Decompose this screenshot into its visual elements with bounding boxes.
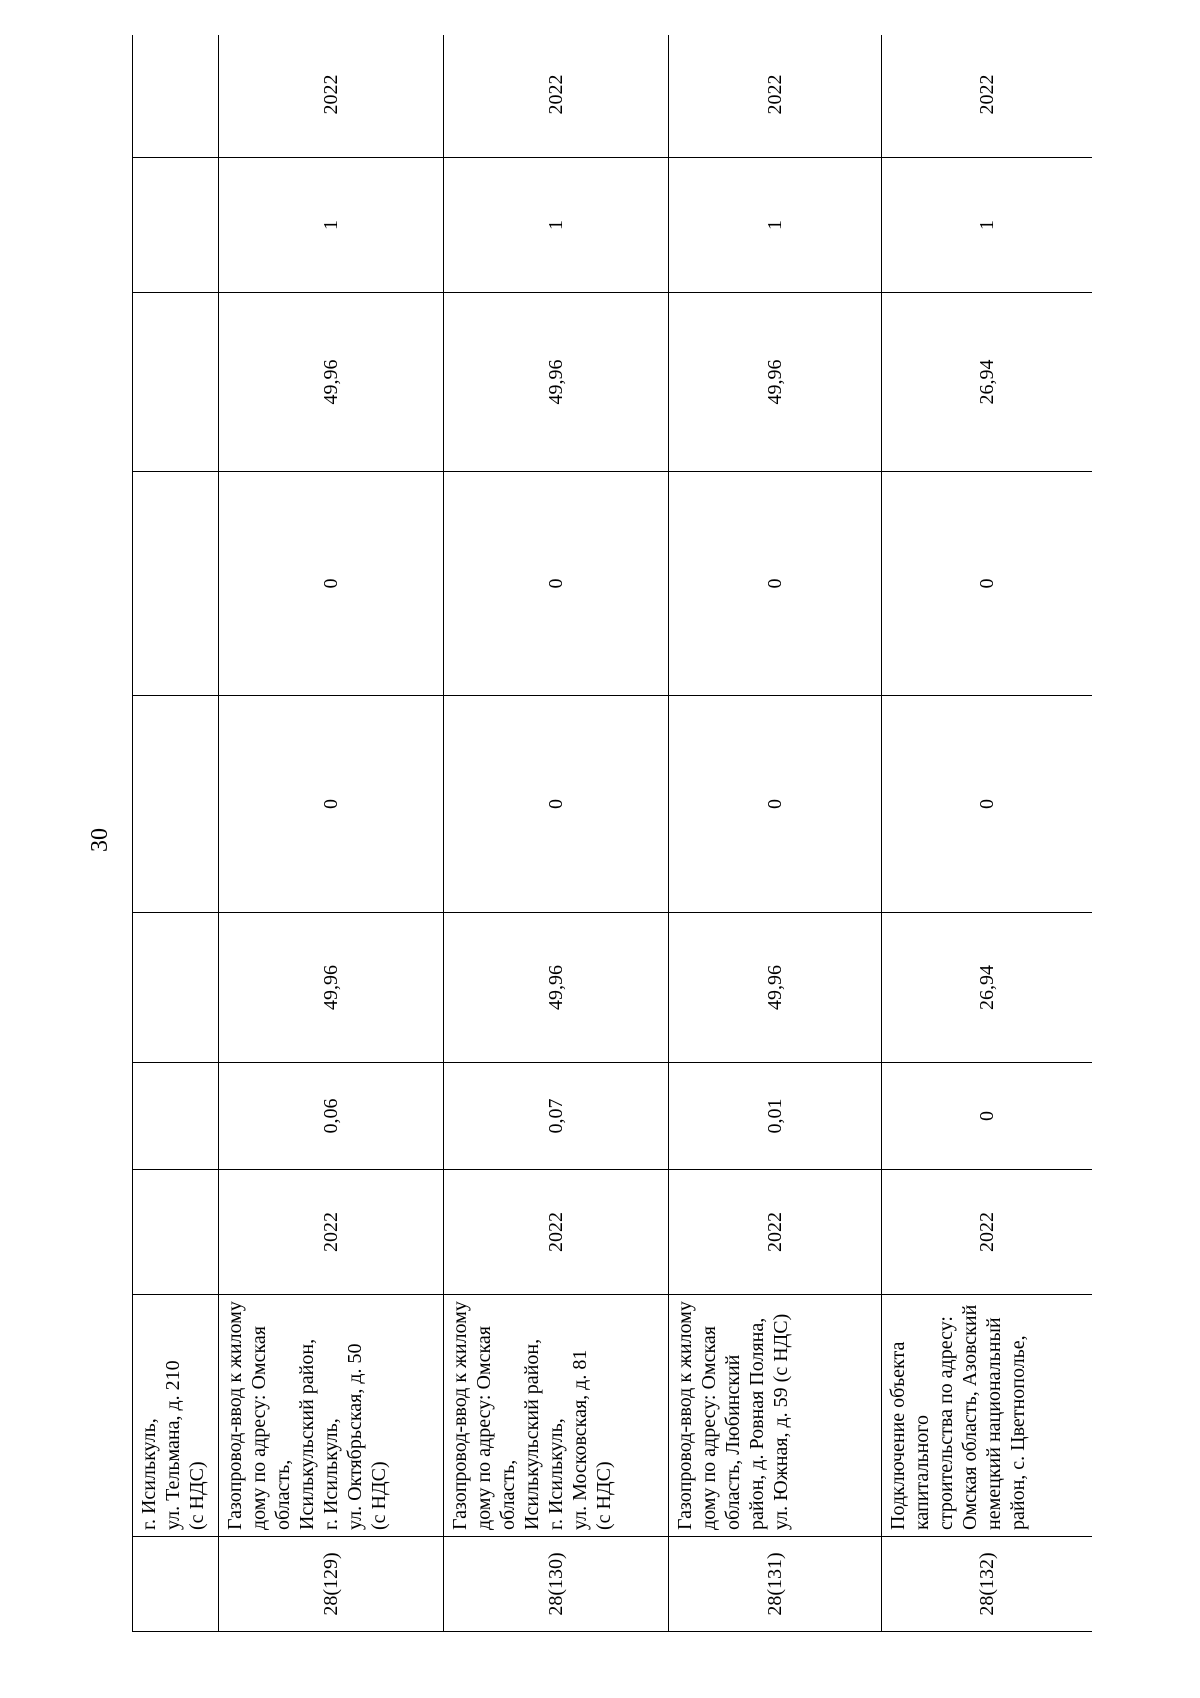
cell-count: 1 bbox=[882, 158, 1093, 293]
table-row bbox=[669, 35, 882, 1632]
cell-length bbox=[133, 1063, 219, 1170]
cell-year-start: 2022 bbox=[882, 1170, 1093, 1295]
cell-length: 0,07 bbox=[444, 1063, 669, 1170]
row-number: 28(132) bbox=[882, 1537, 1093, 1632]
cell-value-a: 0 bbox=[669, 696, 882, 913]
cell-total: 49,96 bbox=[219, 293, 444, 472]
row-description: г. Исилькуль, ул. Тельмана, д. 210 (с НДС) bbox=[133, 1295, 219, 1537]
table-region bbox=[132, 35, 1092, 1632]
row-description: Подключение объекта капитального строительства по адресу: Омская область, Азовский немецкий национальный район, с. Цветнополье, bbox=[882, 1295, 1093, 1537]
cell-value-b: 0 bbox=[669, 472, 882, 696]
cell-year-start: 2022 bbox=[669, 1170, 882, 1295]
cell-count: 1 bbox=[444, 158, 669, 293]
row-description: Газопровод-ввод к жилому дому по адресу: Омская область, Любинский район, д. Ровная Поляна, ул. Южная, д. 59 (с НДС) bbox=[669, 1295, 882, 1537]
cell-count bbox=[133, 158, 219, 293]
cell-value-a: 0 bbox=[444, 696, 669, 913]
cell-cost: 49,96 bbox=[669, 913, 882, 1063]
cell-year-a: 2022 bbox=[444, 35, 669, 158]
table-row bbox=[133, 35, 219, 1632]
rotated-table-container bbox=[132, 35, 1092, 1632]
cell-value-b: 0 bbox=[882, 472, 1093, 696]
table-row bbox=[882, 35, 1093, 1632]
cell-year-a: 2022 bbox=[669, 35, 882, 158]
cell-value-b: 0 bbox=[219, 472, 444, 696]
row-description: Газопровод-ввод к жилому дому по адресу: Омская область, Исилькульский район, г. Исилькуль, ул. Октябрьская, д. 50 (с НДС) bbox=[219, 1295, 444, 1537]
cell-year-a bbox=[133, 35, 219, 158]
cell-value-a bbox=[133, 696, 219, 913]
cell-count: 1 bbox=[669, 158, 882, 293]
cell-cost: 26,94 bbox=[882, 913, 1093, 1063]
cell-total: 49,96 bbox=[669, 293, 882, 472]
cell-value-b: 0 bbox=[444, 472, 669, 696]
table-row bbox=[219, 35, 444, 1632]
cell-total bbox=[133, 293, 219, 472]
cell-count: 1 bbox=[219, 158, 444, 293]
cell-year-start bbox=[133, 1170, 219, 1295]
cell-length: 0,06 bbox=[219, 1063, 444, 1170]
row-number: 28(131) bbox=[669, 1537, 882, 1632]
table-row bbox=[444, 35, 669, 1632]
cell-cost bbox=[133, 913, 219, 1063]
row-number bbox=[133, 1537, 219, 1632]
row-description: Газопровод-ввод к жилому дому по адресу: Омская область, Исилькульский район, г. Исилькуль, ул. Московская, д. 81 (с НДС) bbox=[444, 1295, 669, 1537]
page-number: 30 bbox=[87, 828, 113, 852]
cell-year-start: 2022 bbox=[444, 1170, 669, 1295]
cell-length: 0 bbox=[882, 1063, 1093, 1170]
row-number: 28(130) bbox=[444, 1537, 669, 1632]
cell-value-b bbox=[133, 472, 219, 696]
cell-total: 49,96 bbox=[444, 293, 669, 472]
cell-year-start: 2022 bbox=[219, 1170, 444, 1295]
cell-value-a: 0 bbox=[219, 696, 444, 913]
row-number: 28(129) bbox=[219, 1537, 444, 1632]
cell-year-a: 2022 bbox=[219, 35, 444, 158]
cell-cost: 49,96 bbox=[444, 913, 669, 1063]
cell-value-a: 0 bbox=[882, 696, 1093, 913]
investment-table bbox=[132, 35, 1092, 1632]
cell-year-a: 2022 bbox=[882, 35, 1093, 158]
cell-cost: 49,96 bbox=[219, 913, 444, 1063]
cell-length: 0,01 bbox=[669, 1063, 882, 1170]
cell-total: 26,94 bbox=[882, 293, 1093, 472]
